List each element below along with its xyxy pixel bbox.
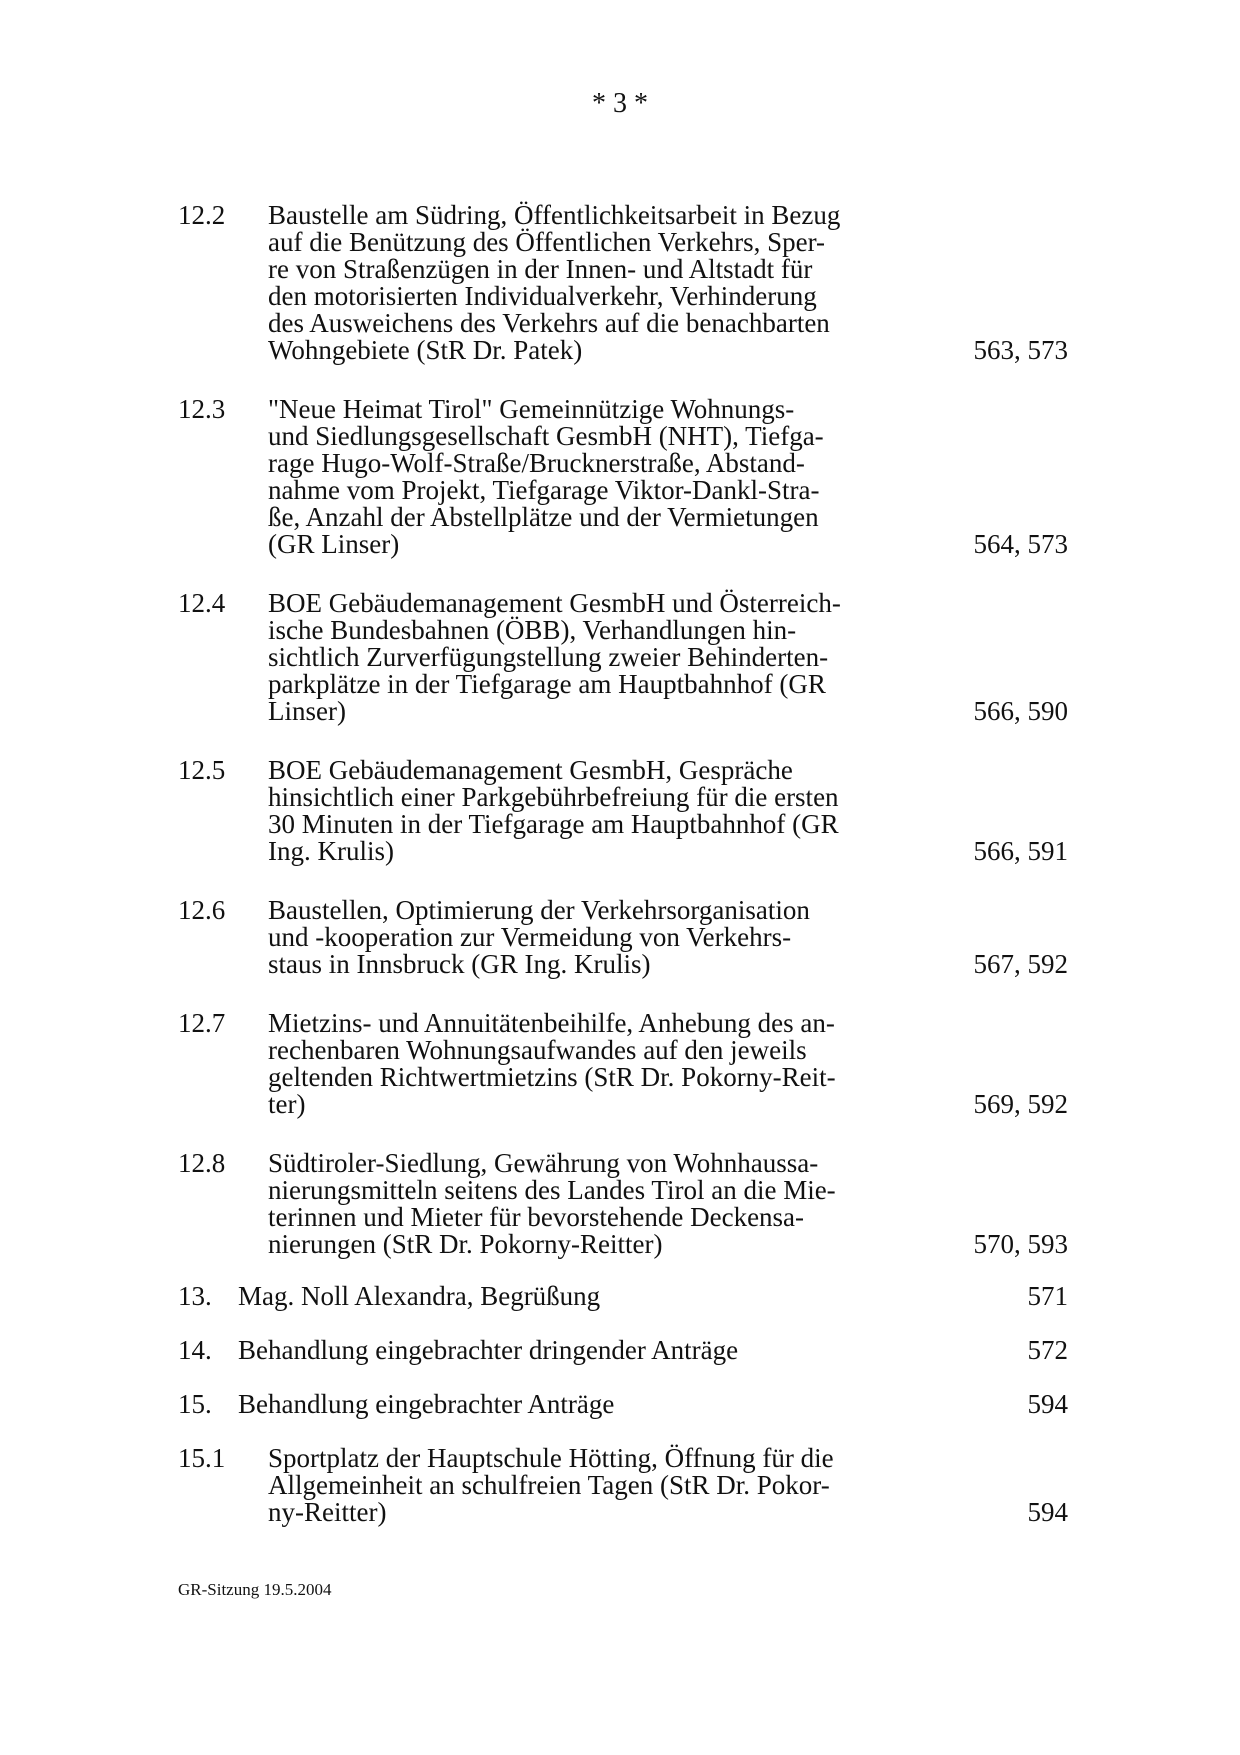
entry-text: Behandlung eingebrachter Anträge bbox=[238, 1389, 615, 1419]
table-of-contents bbox=[178, 202, 1068, 1526]
entry-number: 13. bbox=[178, 1281, 212, 1311]
entry-text: Mietzins- und Annuitätenbeihilfe, Anhebung des an- rechenbaren Wohnungsaufwandes auf den jeweils geltenden Richtwertmietzins (StR Dr. Pokorny-Reit- ter) bbox=[268, 1008, 836, 1119]
toc-entry-12-4 bbox=[178, 590, 1068, 725]
entry-pages: 594 bbox=[1027, 1497, 1068, 1527]
toc-entry-12-7 bbox=[178, 1010, 1068, 1118]
entry-pages: 566, 591 bbox=[973, 836, 1068, 866]
entry-number: 12.3 bbox=[178, 394, 226, 424]
entry-number: 12.6 bbox=[178, 895, 226, 925]
entry-text: Südtiroler-Siedlung, Gewährung von Wohnhaussa- nierungsmitteln seitens des Landes Tirol an die Mie- terinnen und Mieter für bevorstehende Deckensa- nierungen (StR Dr. Pokorny-Reitter) bbox=[268, 1148, 836, 1259]
entry-number: 12.5 bbox=[178, 755, 226, 785]
entry-text: Baustelle am Südring, Öffentlichkeitsarbeit in Bezug auf die Benützung des Öffentlichen Verkehrs, Sper- re von Straßenzügen in der Innen- und Altstadt für den motorisierten Individualverkehr, Verhinderung des Ausweichens des Verkehrs auf die benachbarten Wohngebiete (StR Dr. Patek) bbox=[268, 200, 841, 365]
toc-entry-12-5 bbox=[178, 757, 1068, 865]
entry-text: Baustellen, Optimierung der Verkehrsorganisation und -kooperation zur Vermeidung von Verkehrs- staus in Innsbruck (GR Ing. Krulis) bbox=[268, 895, 810, 979]
entry-text: Behandlung eingebrachter dringender Anträge bbox=[238, 1335, 739, 1365]
toc-entry-15 bbox=[178, 1391, 1068, 1418]
entry-text: BOE Gebäudemanagement GesmbH, Gespräche hinsichtlich einer Parkgebührbefreiung für die ersten 30 Minuten in der Tiefgarage am Hauptbahnhof (GR Ing. Krulis) bbox=[268, 755, 839, 866]
toc-entry-12-6 bbox=[178, 897, 1068, 978]
entry-pages: 594 bbox=[1027, 1389, 1068, 1419]
entry-number: 15.1 bbox=[178, 1443, 226, 1473]
entry-number: 12.2 bbox=[178, 200, 226, 230]
entry-number: 15. bbox=[178, 1389, 212, 1419]
toc-entry-13 bbox=[178, 1283, 1068, 1310]
entry-number: 14. bbox=[178, 1335, 212, 1365]
footer-session-date: GR-Sitzung 19.5.2004 bbox=[178, 1580, 332, 1599]
page-number: * 3 * bbox=[592, 88, 648, 119]
toc-entry-14 bbox=[178, 1337, 1068, 1364]
toc-entry-12-3 bbox=[178, 396, 1068, 558]
entry-number: 12.7 bbox=[178, 1008, 226, 1038]
toc-entry-12-8 bbox=[178, 1150, 1068, 1258]
toc-entry-12-2 bbox=[178, 202, 1068, 364]
entry-text: Sportplatz der Hauptschule Hötting, Öffnung für die Allgemeinheit an schulfreien Tagen (StR Dr. Pokor- ny-Reitter) bbox=[268, 1443, 834, 1527]
entry-pages: 570, 593 bbox=[973, 1229, 1068, 1259]
entry-pages: 564, 573 bbox=[973, 529, 1068, 559]
entry-pages: 567, 592 bbox=[973, 949, 1068, 979]
entry-pages: 571 bbox=[1027, 1281, 1068, 1311]
entry-text: BOE Gebäudemanagement GesmbH und Österreich- ische Bundesbahnen (ÖBB), Verhandlungen hin- sichtlich Zurverfügungstellung zweier Behinderten- parkplätze in der Tiefgarage am Hauptbahnhof (GR Linser) bbox=[268, 588, 841, 726]
entry-pages: 566, 590 bbox=[973, 696, 1068, 726]
entry-pages: 569, 592 bbox=[973, 1089, 1068, 1119]
entry-number: 12.8 bbox=[178, 1148, 226, 1178]
entry-text: "Neue Heimat Tirol" Gemeinnützige Wohnungs- und Siedlungsgesellschaft GesmbH (NHT), Tiefga- rage Hugo-Wolf-Straße/Brucknerstraße, Abstand- nahme vom Projekt, Tiefgarage Viktor-Dankl-Stra- ße, Anzahl der Abstellplätze und der Vermietungen (GR Linser) bbox=[268, 394, 824, 559]
entry-number: 12.4 bbox=[178, 588, 226, 618]
entry-text: Mag. Noll Alexandra, Begrüßung bbox=[238, 1281, 601, 1311]
entry-pages: 563, 573 bbox=[973, 335, 1068, 365]
toc-entry-15-1 bbox=[178, 1445, 1068, 1526]
entry-pages: 572 bbox=[1027, 1335, 1068, 1365]
